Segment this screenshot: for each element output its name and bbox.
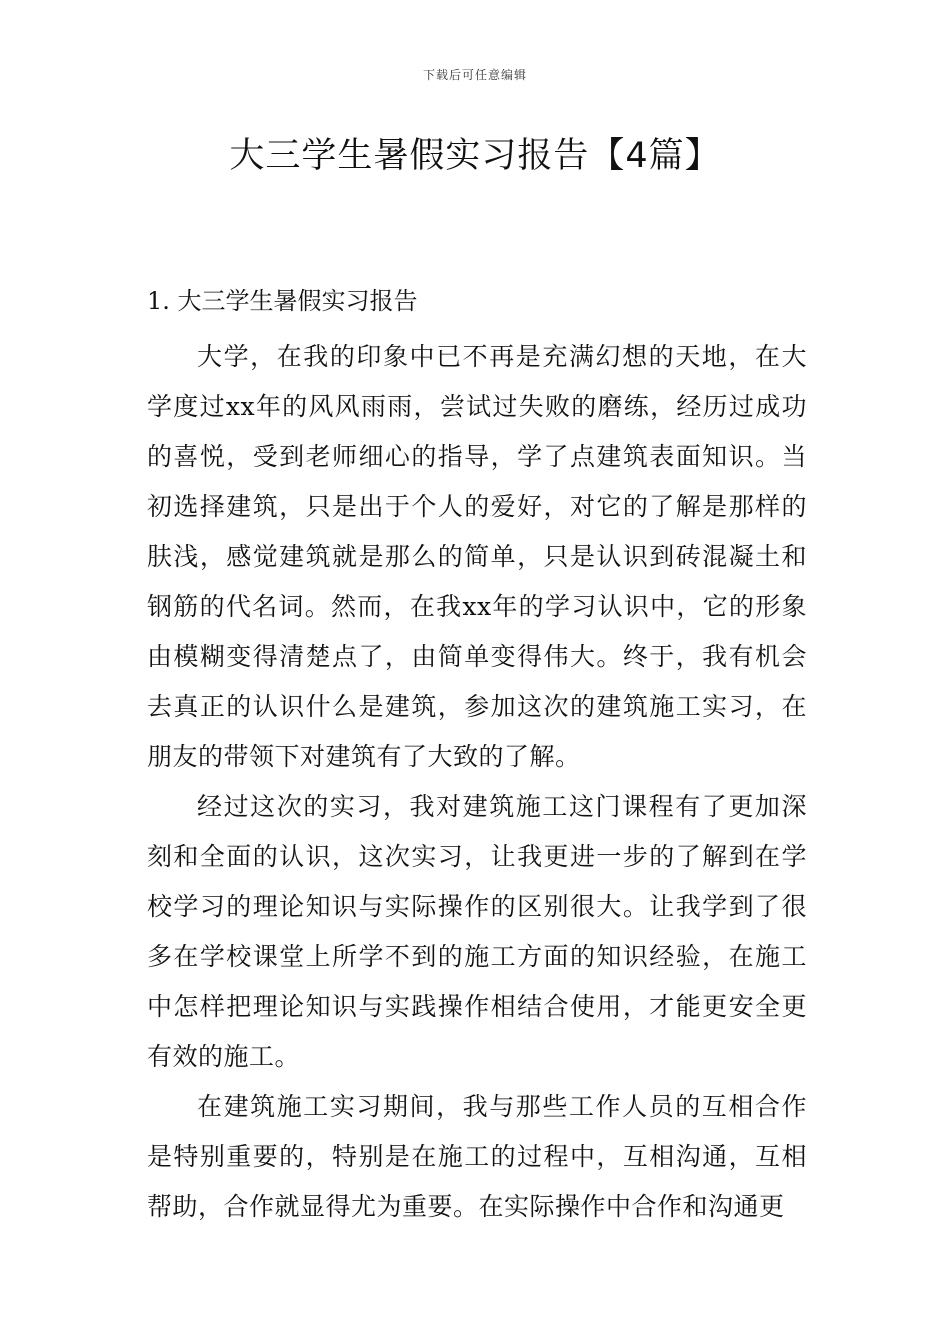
- paragraph-2: 经过这次的实习，我对建筑施工这门课程有了更加深刻和全面的认识，这次实习，让我更进一步的了解到在学校学习的理论知识与实际操作的区别很大。让我学到了很多在学校课堂上所学不到的施工方面的知识经验，在施工中怎样把理论知识与实践操作相结合使用，才能更安全更有效的施工。: [147, 792, 807, 1071]
- paragraph-1: 大学，在我的印象中已不再是充满幻想的天地，在大学度过xx年的风风雨雨，尝试过失败的磨练，经历过成功的喜悦，受到老师细心的指导，学了点建筑表面知识。当初选择建筑，只是出于个人的爱好，对它的了解是那样的肤浅，感觉建筑就是那么的简单，只是认识到砖混凝土和钢筋的代名词。然而，在我xx年的学习认识中，它的形象由模糊变得清楚点了，由简单变得伟大。终于，我有机会去真正的认识什么是建筑，参加这次的建筑施工实习，在朋友的带领下对建筑有了大致的了解。: [147, 342, 807, 771]
- section-heading: 1. 大三学生暑假实习报告: [147, 287, 418, 315]
- document-body: [147, 332, 807, 1232]
- paragraph-3: 在建筑施工实习期间，我与那些工作人员的互相合作是特别重要的，特别是在施工的过程中，互相沟通，互相帮助，合作就显得尤为重要。在实际操作中合作和沟通更: [147, 1092, 807, 1221]
- document-title: 大三学生暑假实习报告【4篇】: [229, 136, 721, 176]
- page-header-note: 下载后可任意编辑: [422, 68, 527, 82]
